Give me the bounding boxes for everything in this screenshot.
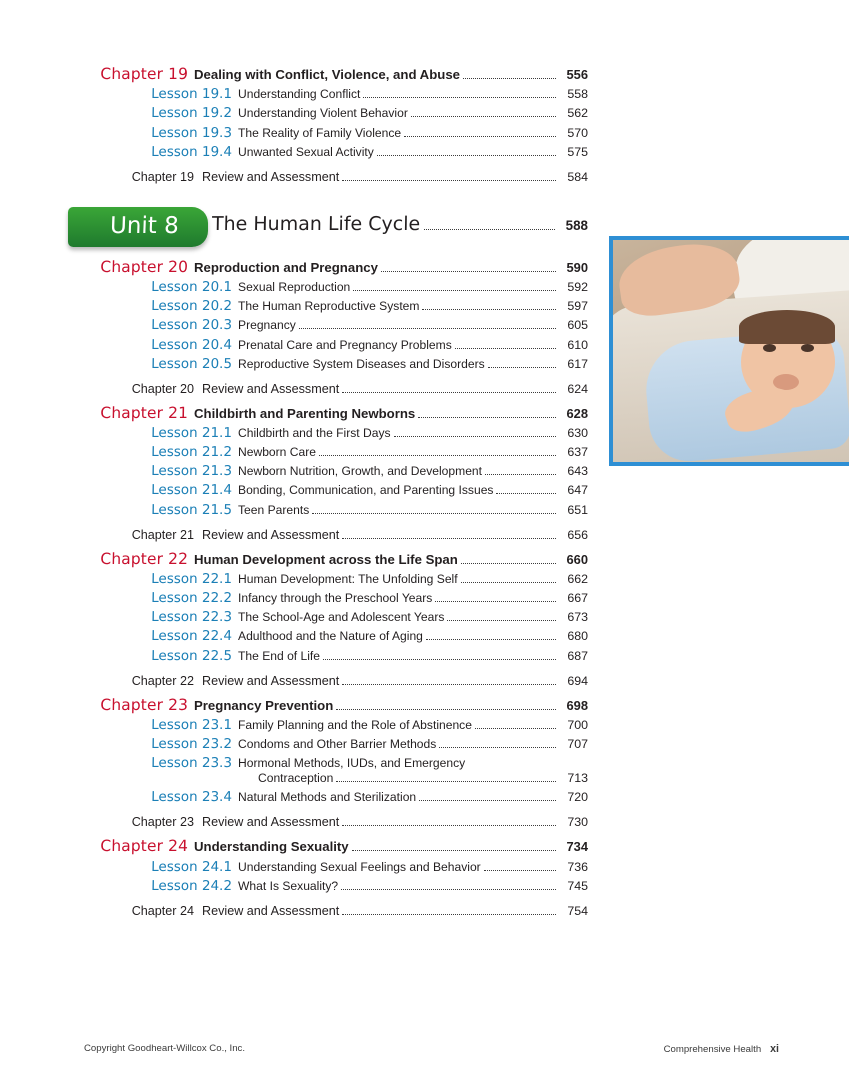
lesson-page-number: 562 bbox=[567, 106, 588, 121]
lesson-title: Understanding Violent Behavior bbox=[238, 106, 408, 121]
chapter-review-row[interactable] bbox=[96, 382, 588, 397]
lesson-page-number: 651 bbox=[567, 502, 588, 517]
dot-leader bbox=[419, 799, 556, 801]
dot-leader bbox=[299, 327, 556, 329]
chapter-review-row[interactable] bbox=[96, 904, 588, 919]
dot-leader bbox=[488, 366, 556, 368]
chapter-review-page-number: 624 bbox=[567, 381, 588, 396]
footer-copyright: Copyright Goodheart-Willcox Co., Inc. bbox=[84, 1043, 246, 1054]
chapter-label: Chapter 19 bbox=[100, 65, 189, 83]
chapter-title: Human Development across the Life Span bbox=[194, 551, 458, 567]
dot-leader bbox=[342, 683, 556, 685]
dot-leader bbox=[381, 270, 556, 272]
lesson-row[interactable] bbox=[96, 571, 588, 587]
lesson-title: Newborn Care bbox=[238, 445, 316, 460]
dot-leader bbox=[404, 135, 556, 137]
lesson-label: Lesson 20.4 bbox=[151, 336, 233, 353]
table-of-contents bbox=[96, 58, 596, 922]
lesson-title: The Human Reproductive System bbox=[238, 299, 420, 314]
chapter-review-title: Review and Assessment bbox=[202, 815, 340, 830]
lesson-title: Pregnancy bbox=[238, 318, 296, 333]
lesson-title: Unwanted Sexual Activity bbox=[238, 144, 374, 159]
lesson-title: Family Planning and the Role of Abstinence bbox=[238, 717, 472, 732]
lesson-row[interactable] bbox=[96, 502, 588, 518]
chapter-review-label: Chapter 23 bbox=[131, 815, 194, 830]
dot-leader bbox=[496, 492, 556, 494]
dot-leader bbox=[342, 179, 556, 181]
dot-leader bbox=[461, 581, 556, 583]
lesson-page-number: 558 bbox=[567, 87, 588, 102]
lesson-page-number: 617 bbox=[567, 356, 588, 371]
dot-leader bbox=[312, 512, 556, 514]
lesson-title: Sexual Reproduction bbox=[238, 279, 351, 294]
lesson-title: The End of Life bbox=[238, 648, 321, 663]
lesson-page-number: 707 bbox=[567, 736, 588, 751]
dot-leader bbox=[353, 289, 556, 291]
chapter-label: Chapter 23 bbox=[100, 695, 189, 714]
dot-leader bbox=[341, 888, 556, 890]
chapter-page-number: 734 bbox=[566, 839, 588, 855]
lesson-row[interactable] bbox=[96, 356, 588, 372]
lesson-row[interactable] bbox=[96, 859, 588, 875]
lesson-title: Infancy through the Preschool Years bbox=[238, 591, 433, 605]
lesson-label: Lesson 23.1 bbox=[151, 716, 233, 733]
lesson-page-number: 592 bbox=[567, 279, 588, 294]
dot-leader bbox=[463, 77, 556, 79]
lesson-title: Understanding Conflict bbox=[238, 87, 361, 102]
lesson-page-number: 643 bbox=[567, 464, 588, 479]
dot-leader bbox=[363, 96, 556, 98]
lesson-title: Adulthood and the Nature of Aging bbox=[238, 629, 423, 644]
lesson-label: Lesson 21.2 bbox=[151, 444, 233, 461]
lesson-page-number: 720 bbox=[567, 790, 588, 805]
lesson-row[interactable] bbox=[96, 86, 588, 102]
lesson-title-continuation-row[interactable] bbox=[96, 771, 588, 786]
lesson-title: Hormonal Methods, IUDs, and Emergency bbox=[238, 756, 466, 771]
lesson-label: Lesson 21.5 bbox=[151, 501, 233, 518]
lesson-row[interactable] bbox=[96, 317, 588, 333]
chapter-review-title: Review and Assessment bbox=[202, 381, 340, 396]
dot-leader bbox=[447, 619, 556, 621]
lesson-label: Lesson 19.1 bbox=[151, 86, 233, 103]
dot-leader bbox=[336, 708, 556, 710]
chapter-review-row[interactable] bbox=[96, 528, 588, 543]
lesson-row[interactable] bbox=[96, 736, 588, 752]
chapter-label: Chapter 22 bbox=[100, 549, 189, 568]
newborn-baby-photo bbox=[609, 236, 849, 466]
lesson-page-number: 745 bbox=[567, 878, 588, 893]
lesson-label: Lesson 24.1 bbox=[151, 858, 233, 875]
lesson-row[interactable] bbox=[96, 105, 588, 121]
chapter-title: Childbirth and Parenting Newborns bbox=[194, 405, 416, 421]
dot-leader bbox=[352, 849, 556, 851]
dot-leader bbox=[424, 228, 555, 230]
chapter-review-title: Review and Assessment bbox=[202, 527, 340, 542]
lesson-row[interactable] bbox=[96, 717, 588, 733]
chapter-review-page-number: 656 bbox=[567, 527, 588, 542]
lesson-page-number: 647 bbox=[567, 483, 588, 498]
dot-leader bbox=[411, 115, 556, 117]
lesson-label: Lesson 20.1 bbox=[151, 278, 233, 295]
dot-leader bbox=[455, 347, 556, 349]
dot-leader bbox=[319, 454, 556, 456]
lesson-row[interactable] bbox=[96, 337, 588, 353]
dot-leader bbox=[484, 869, 556, 871]
lesson-label: Lesson 22.4 bbox=[151, 628, 233, 645]
dot-leader bbox=[336, 780, 556, 782]
chapter-title: Reproduction and Pregnancy bbox=[194, 259, 378, 275]
lesson-title: The School-Age and Adolescent Years bbox=[238, 610, 445, 625]
chapter-review-row[interactable] bbox=[96, 815, 588, 830]
dot-leader bbox=[394, 435, 556, 437]
footer-book-title: Comprehensive Health bbox=[663, 1044, 762, 1055]
chapter-review-row[interactable] bbox=[96, 170, 588, 185]
photo-baby-eye-right bbox=[801, 344, 814, 352]
lesson-label: Lesson 21.1 bbox=[151, 424, 233, 441]
chapter-label: Chapter 20 bbox=[100, 257, 189, 276]
lesson-page-number: 680 bbox=[567, 629, 588, 644]
chapter-review-label: Chapter 19 bbox=[131, 169, 194, 184]
photo-inner bbox=[613, 240, 849, 462]
lesson-label: Lesson 19.4 bbox=[151, 143, 233, 160]
unit-banner-block[interactable] bbox=[96, 207, 596, 251]
lesson-label: Lesson 23.2 bbox=[151, 735, 233, 752]
lesson-page-number: 667 bbox=[567, 591, 588, 605]
lesson-page-number: 570 bbox=[567, 125, 588, 140]
lesson-page-number: 630 bbox=[567, 425, 588, 440]
chapter-review-page-number: 730 bbox=[567, 815, 588, 830]
chapter-review-page-number: 694 bbox=[567, 673, 588, 688]
lesson-row[interactable] bbox=[96, 279, 588, 295]
lesson-page-number: 605 bbox=[567, 318, 588, 333]
lesson-row[interactable] bbox=[96, 609, 588, 625]
lesson-title: The Reality of Family Violence bbox=[238, 125, 402, 140]
lesson-row[interactable] bbox=[96, 425, 588, 441]
unit-page-number: 588 bbox=[565, 217, 588, 233]
lesson-row[interactable] bbox=[96, 444, 588, 460]
lesson-label: Lesson 22.5 bbox=[151, 647, 233, 664]
dot-leader bbox=[418, 416, 556, 418]
lesson-title: What Is Sexuality? bbox=[238, 878, 339, 893]
photo-baby-eye-left bbox=[763, 344, 776, 352]
lesson-label: Lesson 23.4 bbox=[151, 789, 233, 806]
lesson-label: Lesson 21.4 bbox=[151, 482, 233, 499]
lesson-row[interactable] bbox=[96, 628, 588, 644]
lesson-row[interactable] bbox=[96, 144, 588, 160]
chapter-review-label: Chapter 21 bbox=[131, 527, 194, 542]
lesson-title: Newborn Nutrition, Growth, and Development bbox=[238, 464, 483, 479]
chapter-review-row[interactable] bbox=[96, 674, 588, 689]
lesson-title: Childbirth and the First Days bbox=[238, 425, 391, 440]
lesson-row[interactable] bbox=[96, 298, 588, 314]
chapter-label: Chapter 24 bbox=[100, 837, 189, 856]
dot-leader bbox=[461, 562, 556, 564]
lesson-page-number: 687 bbox=[567, 648, 588, 663]
chapter-review-title: Review and Assessment bbox=[202, 169, 340, 184]
chapter-row[interactable] bbox=[96, 550, 588, 568]
lesson-row[interactable] bbox=[96, 463, 588, 479]
lesson-label: Lesson 23.3 bbox=[151, 755, 233, 772]
chapter-review-page-number: 754 bbox=[567, 903, 588, 918]
lesson-label: Lesson 21.3 bbox=[151, 463, 233, 480]
lesson-page-number: 597 bbox=[567, 299, 588, 314]
lesson-label: Lesson 22.3 bbox=[151, 609, 233, 626]
lesson-page-number: 700 bbox=[567, 717, 588, 732]
lesson-row[interactable] bbox=[96, 590, 588, 606]
chapter-review-title: Review and Assessment bbox=[202, 673, 340, 688]
lesson-title: Bonding, Communication, and Parenting Issues bbox=[238, 483, 494, 498]
footer-page-number: xi bbox=[770, 1043, 779, 1055]
chapter-page-number: 698 bbox=[566, 697, 588, 713]
lesson-label: Lesson 19.2 bbox=[151, 105, 233, 122]
lesson-title: Prenatal Care and Pregnancy Problems bbox=[238, 337, 452, 352]
lesson-title: Understanding Sexual Feelings and Behavior bbox=[238, 859, 481, 874]
chapter-review-title: Review and Assessment bbox=[202, 903, 340, 918]
lesson-title: Natural Methods and Sterilization bbox=[238, 790, 417, 805]
footer-book-info bbox=[664, 1043, 779, 1055]
dot-leader bbox=[323, 658, 556, 660]
lesson-page-number: 662 bbox=[567, 571, 588, 586]
lesson-label: Lesson 24.2 bbox=[151, 877, 233, 894]
lesson-label: Lesson 20.2 bbox=[151, 298, 233, 315]
dot-leader bbox=[485, 473, 556, 475]
dot-leader bbox=[342, 391, 556, 393]
chapter-review-label: Chapter 22 bbox=[131, 673, 194, 688]
chapter-label: Chapter 21 bbox=[100, 403, 189, 422]
dot-leader bbox=[342, 913, 556, 915]
lesson-page-number: 713 bbox=[567, 771, 588, 786]
lesson-label: Lesson 19.3 bbox=[151, 124, 233, 141]
lesson-label: Lesson 22.2 bbox=[151, 590, 233, 606]
lesson-row[interactable] bbox=[96, 482, 588, 498]
lesson-row[interactable] bbox=[96, 878, 588, 894]
chapter-row[interactable] bbox=[96, 258, 588, 276]
lesson-page-number: 637 bbox=[567, 445, 588, 460]
lesson-row[interactable] bbox=[96, 125, 588, 141]
dot-leader bbox=[422, 308, 556, 310]
lesson-page-number: 673 bbox=[567, 610, 588, 625]
lesson-row[interactable] bbox=[96, 789, 588, 805]
lesson-row[interactable] bbox=[96, 755, 588, 771]
photo-baby-hair bbox=[739, 310, 835, 344]
chapter-title: Pregnancy Prevention bbox=[194, 697, 334, 713]
chapter-page-number: 556 bbox=[566, 67, 588, 82]
unit-title: The Human Life Cycle bbox=[211, 212, 421, 235]
unit-title-row[interactable] bbox=[212, 213, 588, 235]
lesson-title-continuation: Contraception bbox=[258, 771, 334, 786]
chapter-row[interactable] bbox=[96, 837, 588, 855]
dot-leader bbox=[439, 746, 556, 748]
chapter-page-number: 628 bbox=[566, 405, 588, 421]
chapter-page-number: 660 bbox=[566, 551, 588, 567]
dot-leader bbox=[426, 638, 556, 640]
unit-label: Unit 8 bbox=[109, 212, 180, 239]
chapter-title: Understanding Sexuality bbox=[194, 839, 349, 855]
chapter-row[interactable] bbox=[96, 696, 588, 714]
lesson-page-number: 736 bbox=[567, 859, 588, 874]
dot-leader bbox=[342, 537, 556, 539]
lesson-row[interactable] bbox=[96, 648, 588, 664]
lesson-label: Lesson 20.3 bbox=[151, 317, 233, 334]
lesson-title: Human Development: The Unfolding Self bbox=[238, 571, 458, 586]
lesson-page-number: 575 bbox=[567, 144, 588, 159]
lesson-label: Lesson 22.1 bbox=[151, 570, 233, 587]
dot-leader bbox=[475, 727, 556, 729]
chapter-page-number: 590 bbox=[566, 259, 588, 275]
dot-leader bbox=[377, 154, 556, 156]
chapter-row[interactable] bbox=[96, 404, 588, 422]
lesson-title: Reproductive System Diseases and Disorders bbox=[238, 356, 485, 371]
chapter-review-label: Chapter 20 bbox=[131, 381, 194, 396]
chapter-review-page-number: 584 bbox=[567, 169, 588, 184]
lesson-label: Lesson 20.5 bbox=[151, 355, 233, 372]
chapter-row[interactable] bbox=[96, 65, 588, 83]
dot-leader bbox=[342, 824, 556, 826]
dot-leader bbox=[435, 600, 556, 602]
lesson-title: Teen Parents bbox=[238, 502, 310, 517]
chapter-title: Dealing with Conflict, Violence, and Abuse bbox=[194, 67, 460, 82]
chapter-review-label: Chapter 24 bbox=[131, 903, 194, 918]
lesson-page-number: 610 bbox=[567, 337, 588, 352]
lesson-title: Condoms and Other Barrier Methods bbox=[238, 736, 437, 751]
